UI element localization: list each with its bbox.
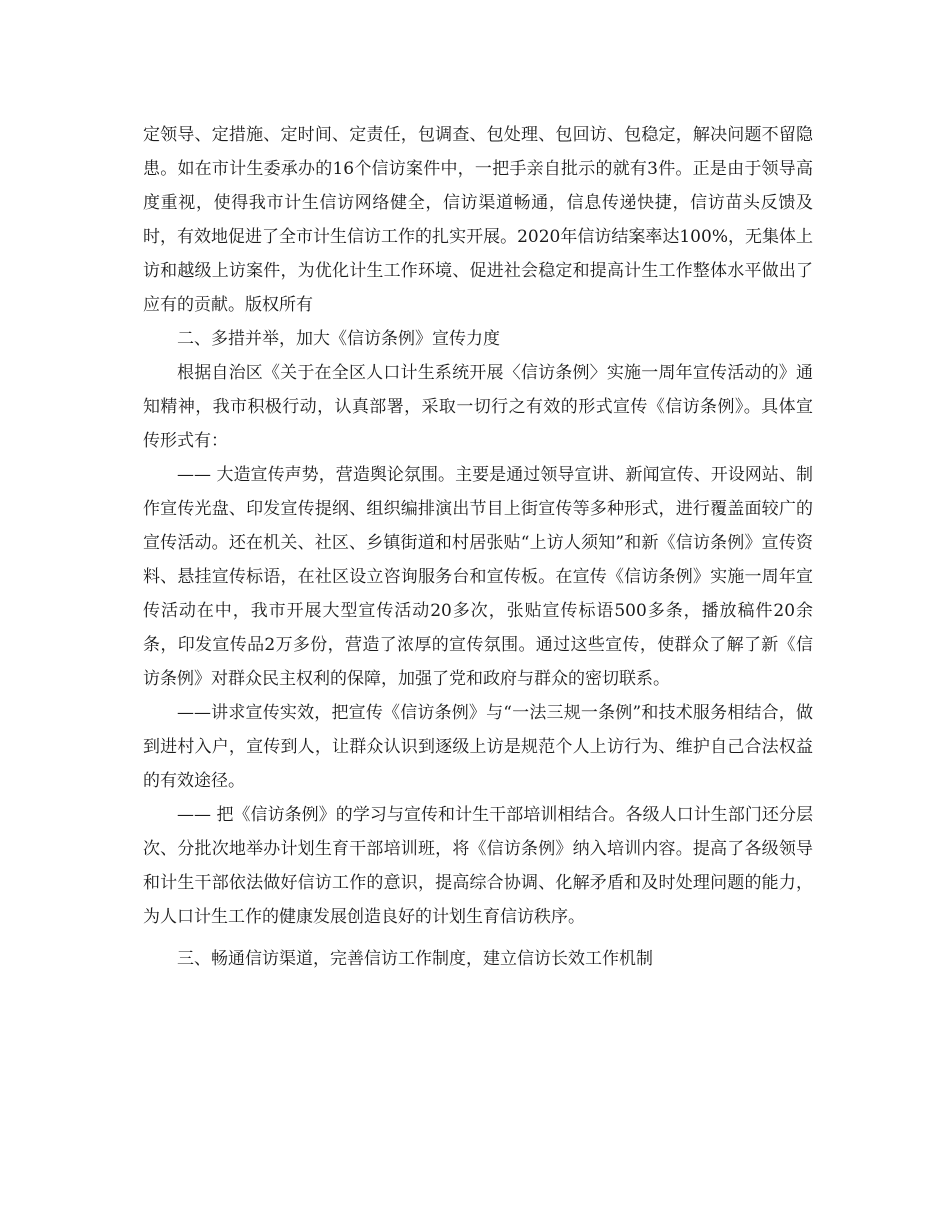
document-body [143, 118, 813, 976]
section-heading-2: 二、多措并举，加大《信访条例》宣传力度 [177, 329, 500, 349]
paragraph-cadre-training: —— 把《信访条例》的学习与宣传和计生干部培训相结合。各级人口计生部门还分层次、分批次地举办计划生育干部培训班，将《信访条例》纳入培训内容。提高了各级领导和计生干部依法做好信访工作的意识，提高综合协调、化解矛盾和及时处理问题的能力，为人口计生工作的健康发展创造良好的计划生育信访秩序。 [143, 805, 813, 927]
paragraph-publicity-momentum: —— 大造宣传声势，营造舆论氛围。主要是通过领导宣讲、新闻宣传、开设网站、制作宣传光盘、印发宣传提纲、组织编排演出节目上街宣传等多种形式，进行覆盖面较广的宣传活动。还在机关、社区、乡镇街道和村居张贴“上访人须知”和新《信访条例》宣传资料、悬挂宣传标语，在社区设立咨询服务台和宣传板。在宣传《信访条例》实施一周年宣传活动在中，我市开展大型宣传活动20多次，张贴宣传标语500多条，播放稿件20余条，印发宣传品2万多份，营造了浓厚的宣传氛围。通过这些宣传，使群众了解了新《信访条例》对群众民主权利的保障，加强了党和政府与群众的密切联系。 [143, 465, 813, 689]
section-heading-3: 三、畅通信访渠道，完善信访工作制度，建立信访长效工作机制 [177, 949, 653, 969]
paragraph-publicity-effectiveness: ——讲求宣传实效，把宣传《信访条例》与“一法三规一条例”和技术服务相结合，做到进村入户，宣传到人，让群众认识到逐级上访是规范个人上访行为、维护自己合法权益的有效途径。 [143, 703, 813, 791]
paragraph-publicity-intro: 根据自治区《关于在全区人口计生系统开展〈信访条例〉实施一周年宣传活动的》通知精神，我市积极行动，认真部署，采取一切行之有效的形式宣传《信访条例》。具体宣传形式有： [143, 363, 813, 451]
paragraph-leadership-responsibility: 定领导、定措施、定时间、定责任，包调查、包处理、包回访、包稳定，解决问题不留隐患。如在市计生委承办的16个信访案件中，一把手亲自批示的就有3件。正是由于领导高度重视，使得我市计生信访网络健全，信访渠道畅通，信息传递快捷，信访苗头反馈及时，有效地促进了全市计生信访工作的扎实开展。2020年信访结案率达100%，无集体上访和越级上访案件，为优化计生工作环境、促进社会稳定和提高计生工作整体水平做出了应有的贡献。版权所有 [143, 125, 813, 315]
